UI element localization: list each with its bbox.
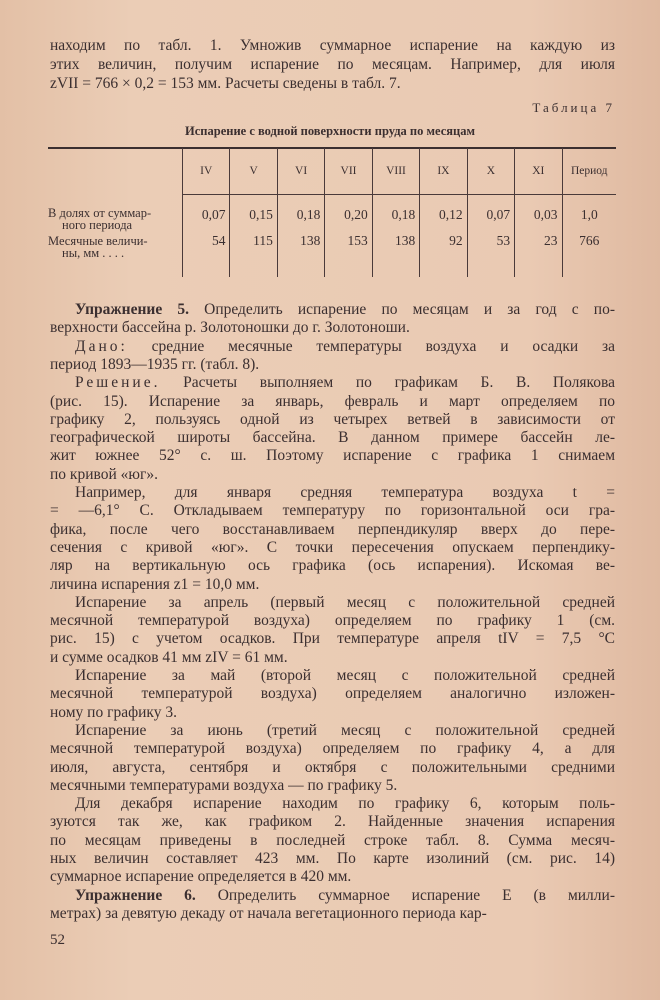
paragraph-lead: Дано: <box>75 337 128 355</box>
text-line <box>50 557 615 575</box>
text-line <box>50 630 615 648</box>
line-text: по месяцам приведены в последней строке табл. 8. Сумма месяч- <box>50 831 615 849</box>
line-text: период 1893—1935 гг. (табл. 8). <box>50 355 260 373</box>
column-header: XI <box>515 148 562 195</box>
line-text: Определить испарение по месяцам и за год с по- <box>188 301 616 318</box>
line-text: ляр на вертикальную ось графика (ось испарения). Искомая ве- <box>50 557 615 575</box>
table-cell: 115 <box>230 233 277 277</box>
row-label-line: ного периода <box>62 217 133 232</box>
text-line <box>75 594 615 612</box>
text-line <box>50 447 615 465</box>
paragraph-lead: Решение. <box>75 374 161 392</box>
text-line <box>50 576 615 594</box>
line-text: графику 2, пользуясь одной из четырех ветвей в зависимости от <box>50 410 615 428</box>
table-cell: 138 <box>277 233 324 277</box>
text-line <box>75 722 615 740</box>
text-line <box>50 429 615 447</box>
text-line <box>50 704 615 722</box>
line-text: июля, августа, сентября и октября с положительными средними <box>50 758 615 776</box>
row-label-line: Месячные величи- <box>48 233 148 248</box>
line-text: Испарение за июнь (третий месяц с положительной средней <box>75 721 615 739</box>
text-line: этих величин, получим испарение по месяцам. Например, для июля <box>50 56 615 73</box>
line-text: метрах) за девятую декаду от начала вегетационного периода кар- <box>50 904 487 922</box>
line-text: Определить суммарное испарение E (в милли- <box>195 886 615 904</box>
text-line <box>75 301 615 319</box>
table-cell: 23 <box>515 233 562 277</box>
line-text: Испарение за май (второй месяц с положительной средней <box>75 667 615 684</box>
table-cell: 1,0 <box>562 195 616 233</box>
line-text: жит южнее 52° с. ш. Поэтому испарение с графика 1 снимаем <box>50 447 615 465</box>
table-cell: 0,15 <box>230 195 277 233</box>
line-text: = —6,1° С. Откладываем температуру по горизонтальной оси гра- <box>50 502 615 520</box>
line-text: месячной температурой воздуха) определяем аналогично изложен- <box>50 685 615 703</box>
text-line <box>50 850 615 868</box>
table-row <box>48 195 616 233</box>
table-cell: 0,12 <box>420 195 467 233</box>
table-cell: 0,18 <box>372 195 419 233</box>
table-cell: 0,20 <box>325 195 372 233</box>
table-cell: 766 <box>562 233 616 277</box>
evaporation-table <box>48 148 616 277</box>
line-text: суммарное испарение определяется в 420 мм. <box>50 868 352 886</box>
text-line <box>50 319 615 337</box>
line-text: средние месячные температуры воздуха и осадки за <box>127 337 615 355</box>
line-text: и сумме осадков 41 мм zIV = 61 мм. <box>50 648 288 666</box>
line-text: месячными температурами воздуха — по графику 5. <box>50 776 398 794</box>
text-line <box>75 374 615 392</box>
text-line <box>50 466 615 484</box>
text-line <box>50 521 615 539</box>
row-label-line: ны, мм . . . . <box>62 245 125 260</box>
row-label-line: В долях от суммар- <box>48 205 152 220</box>
column-header: X <box>467 148 514 195</box>
text-line <box>75 484 615 502</box>
column-header: V <box>230 148 277 195</box>
text-line <box>50 502 615 520</box>
line-text: рис. 15) с учетом осадков. При температуре апреля tIV = 7,5 °C <box>50 630 615 648</box>
column-header: IX <box>420 148 467 195</box>
line-text: фика, после чего восстанавливаем перпендикуляр вверх до пере- <box>50 520 615 538</box>
line-text: месячной температурой воздуха) определяем по графику 4, а для <box>50 740 615 758</box>
text-line <box>50 393 615 411</box>
line-text: ному по графику 3. <box>50 703 177 721</box>
line-text: по кривой «юг». <box>50 465 158 483</box>
line-text: личина испарения z1 = 10,0 мм. <box>50 575 260 593</box>
line-text: зуются так же, как графиком 2. Найденные значения испарения <box>50 813 615 831</box>
page-number: 52 <box>50 932 65 948</box>
table-cell: 53 <box>467 233 514 277</box>
table-cell: 138 <box>372 233 419 277</box>
column-header: IV <box>183 148 230 195</box>
table-cell: 0,03 <box>515 195 562 233</box>
line-text: Для декабря испарение находим по графику 6, которым поль- <box>75 795 615 813</box>
line-text: Испарение за апрель (первый месяц с положительной средней <box>75 593 615 611</box>
table-cell: 0,18 <box>277 195 324 233</box>
line-text: Например, для января средняя температура воздуха t = <box>75 484 615 501</box>
row-label <box>48 195 183 233</box>
line-text: верхности бассейна р. Золотоношки до г. Золотоноши. <box>50 319 410 337</box>
column-header: Период <box>562 148 616 195</box>
table-number: Таблица 7 <box>532 100 615 115</box>
table-cell: 92 <box>420 233 467 277</box>
text-line <box>50 777 615 795</box>
line-text: географической широты бассейна. В данном примере бассейн ле- <box>50 429 615 447</box>
text-line <box>50 905 615 923</box>
text-line <box>75 795 615 813</box>
line-text: Расчеты выполняем по графикам Б. В. Полякова <box>160 374 615 392</box>
text-line <box>50 832 615 850</box>
text-line <box>75 887 615 905</box>
table-header-row <box>48 148 616 195</box>
column-header: VI <box>277 148 324 195</box>
text-line <box>50 868 615 886</box>
paragraph-lead: Упражнение 5. <box>75 301 189 318</box>
text-line <box>50 740 615 758</box>
text-line <box>50 759 615 777</box>
line-text: (рис. 15). Испарение за январь, февраль и март определяем по <box>50 392 615 410</box>
text-line <box>50 649 615 667</box>
line-text: месячной температурой воздуха) определяем по графику 1 (см. <box>50 612 615 630</box>
text-line: находим по табл. 1. Умножив суммарное испарение на каждую из <box>50 37 615 54</box>
text-line <box>50 813 615 831</box>
table-row <box>48 233 616 277</box>
text-line: zVII = 766 × 0,2 = 153 мм. Расчеты сведены в табл. 7. <box>50 75 401 92</box>
text-line <box>75 338 615 356</box>
text-line <box>50 411 615 429</box>
table-caption: Испарение с водной поверхности пруда по месяцам <box>185 124 475 138</box>
text-line <box>50 685 615 703</box>
row-label <box>48 233 183 277</box>
column-header: VIII <box>372 148 419 195</box>
paragraph-lead: Упражнение 6. <box>75 886 196 904</box>
line-text: сечения с кривой «юг». С точки пересечения опускаем перпендику- <box>50 538 615 556</box>
text-line <box>75 667 615 685</box>
table-cell: 153 <box>325 233 372 277</box>
table-cell: 0,07 <box>183 195 230 233</box>
text-line <box>50 356 615 374</box>
text-line <box>50 539 615 557</box>
table-cell: 54 <box>183 233 230 277</box>
table-cell: 0,07 <box>467 195 514 233</box>
header-blank <box>48 148 183 195</box>
column-header: VII <box>325 148 372 195</box>
text-line <box>50 612 615 630</box>
line-text: ных величин составляет 423 мм. По карте изолиний (см. рис. 14) <box>50 850 615 867</box>
